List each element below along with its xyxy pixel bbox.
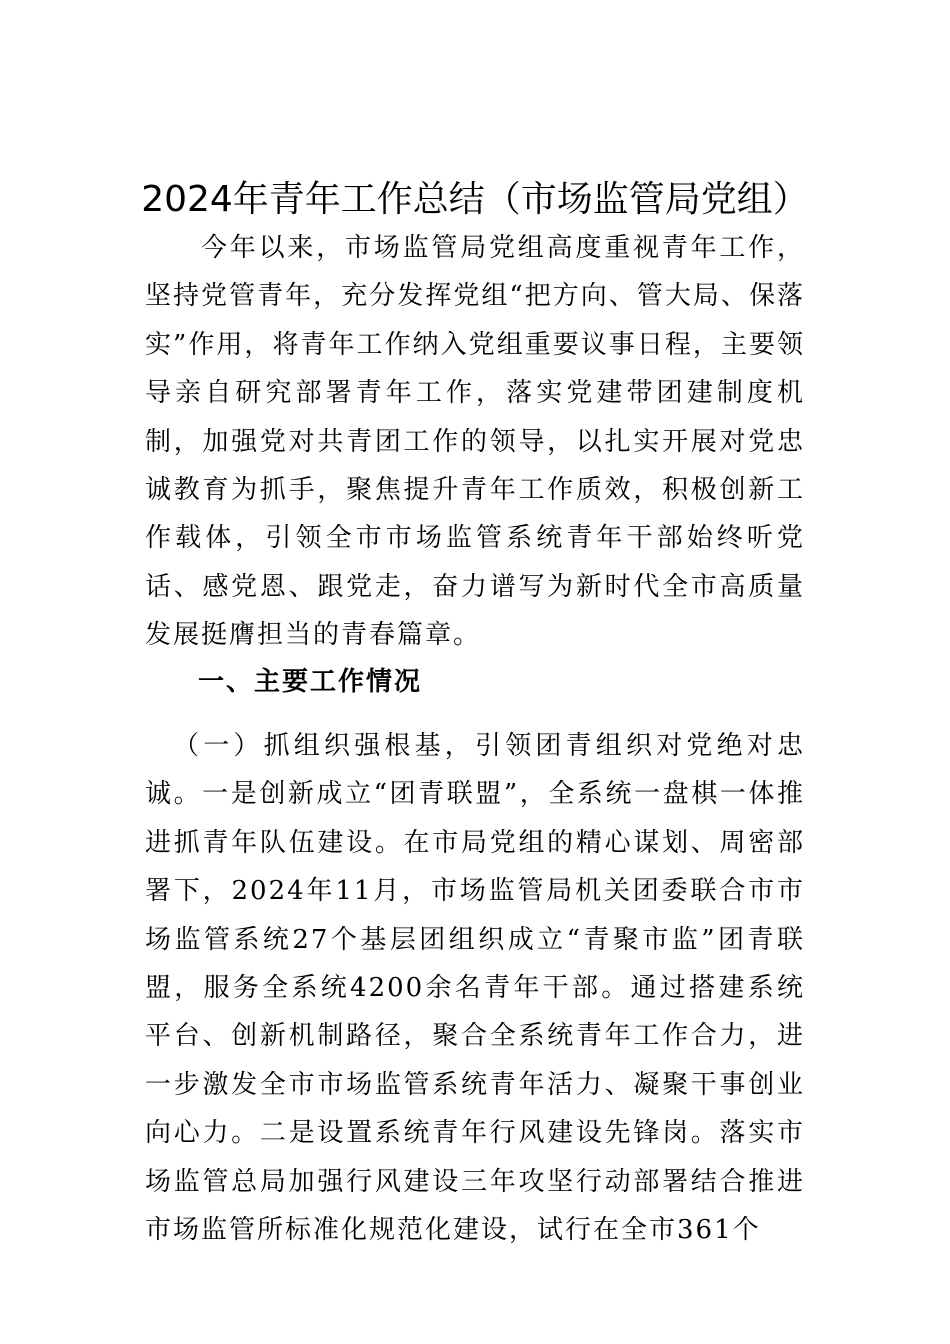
section-paragraph-organization: （一）抓组织强根基，引领团青组织对党绝对忠诚。一是创新成立“团青联盟”，全系统一盘棋一体推进抓青年队伍建设。在市局党组的精心谋划、周密部署下，2024年11月，市场监管局机关团委联合市市场监管系统27个基层团组织成立“青聚市监”团青联盟，服务全系统4200余名青年干部。通过搭建系统平台、创新机制路径，聚合全系统青年工作合力，进一步激发全市市场监管系统青年活力、凝聚干事创业向心力。二是设置系统青年行风建设先锋岗。落实市场监管总局加强行风建设三年攻坚行动部署结合推进市场监管所标准化规范化建设，试行在全市361个 (145, 731, 805, 1246)
intro-paragraph: 今年以来，市场监管局党组高度重视青年工作，坚持党管青年，充分发挥党组“把方向、管大局、保落实”作用，将青年工作纳入党组重要议事日程，主要领导亲自研究部署青年工作，落实党建带团建制度机制，加强党对共青团工作的领导，以扎实开展对党忠诚教育为抓手，聚焦提升青年工作质效，积极创新工作载体，引领全市市场监管系统青年干部始终听党话、感党恩、跟党走，奋力谱写为新时代全市高质量发展挺膺担当的青春篇章。 (145, 233, 805, 651)
section-heading-main-work: 一、主要工作情况 (198, 667, 423, 697)
document-title: 2024年青年工作总结（市场监管局党组） (141, 179, 809, 220)
